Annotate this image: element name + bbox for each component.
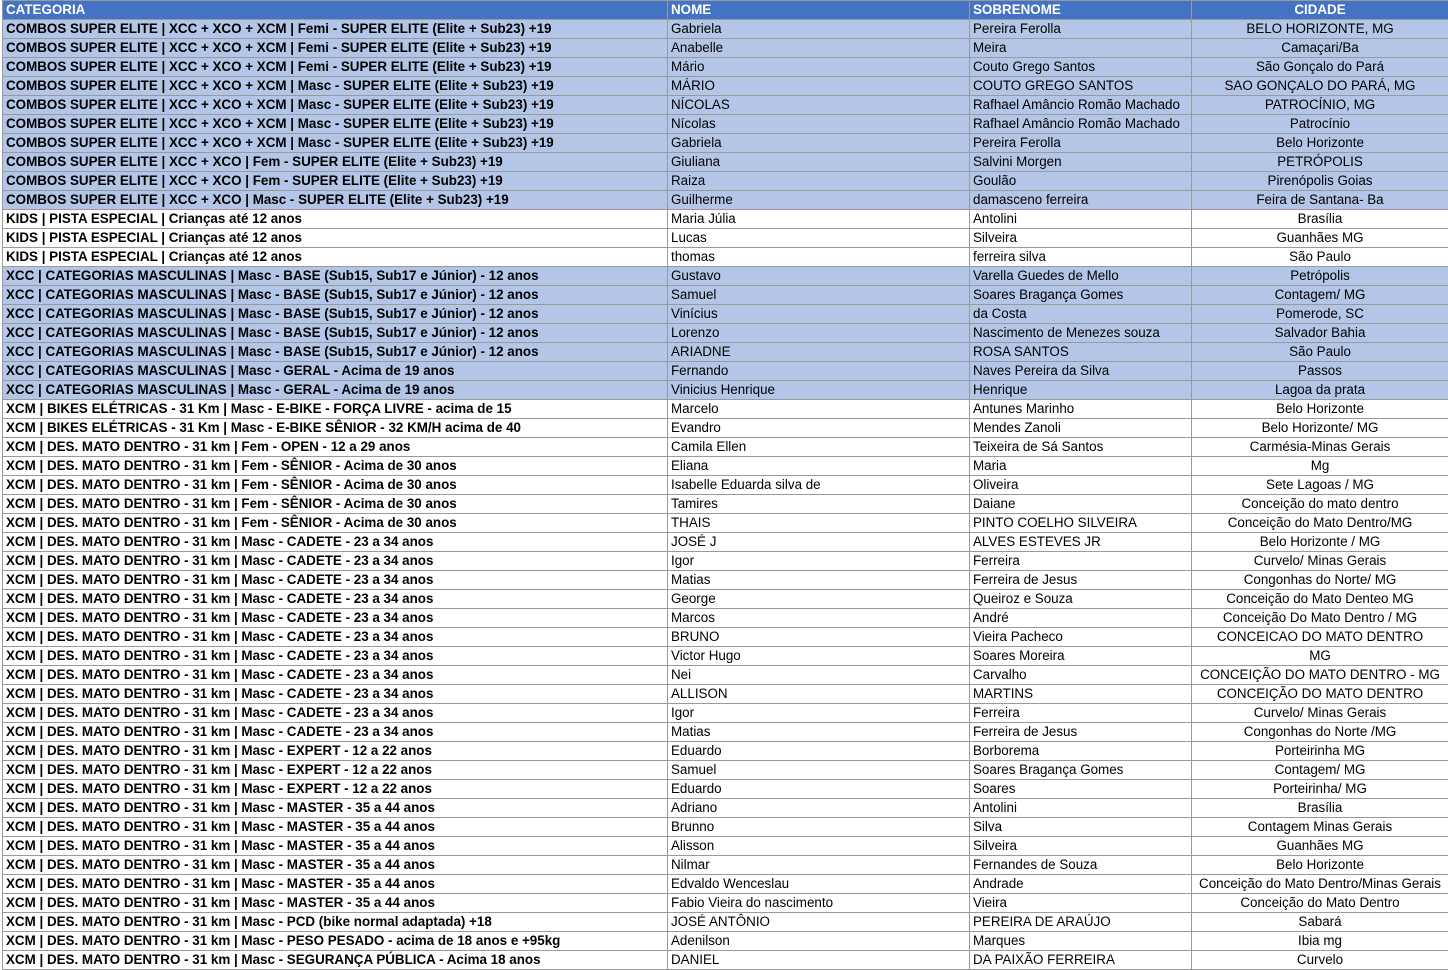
- cell-sobrenome[interactable]: ferreira silva: [970, 248, 1192, 267]
- cell-sobrenome[interactable]: André: [970, 609, 1192, 628]
- cell-categoria[interactable]: XCM | DES. MATO DENTRO - 31 km | Masc - SEGURANÇA PÚBLICA - Acima 18 anos: [3, 951, 668, 970]
- cell-categoria[interactable]: KIDS | PISTA ESPECIAL | Crianças até 12 anos: [3, 229, 668, 248]
- table-row: [3, 305, 1448, 324]
- cell-cidade[interactable]: Belo Horizonte / MG: [1192, 533, 1448, 552]
- cell-nome[interactable]: Adenilson: [668, 932, 970, 951]
- cell-categoria[interactable]: COMBOS SUPER ELITE | XCC + XCO + XCM | Femi - SUPER ELITE (Elite + Sub23) +19: [3, 20, 668, 39]
- table-row: [3, 153, 1448, 172]
- cell-nome[interactable]: NÍCOLAS: [668, 96, 970, 115]
- cell-categoria[interactable]: KIDS | PISTA ESPECIAL | Crianças até 12 anos: [3, 248, 668, 267]
- cell-nome[interactable]: Giuliana: [668, 153, 970, 172]
- cell-nome[interactable]: Fabio Vieira do nascimento: [668, 894, 970, 913]
- cell-categoria[interactable]: COMBOS SUPER ELITE | XCC + XCO + XCM | Masc - SUPER ELITE (Elite + Sub23) +19: [3, 134, 668, 153]
- cell-cidade[interactable]: Guanhães MG: [1192, 229, 1448, 248]
- table-row: [3, 533, 1448, 552]
- cell-cidade[interactable]: Belo Horizonte/ MG: [1192, 419, 1448, 438]
- table-row: [3, 666, 1448, 685]
- table-row: [3, 248, 1448, 267]
- table-row: [3, 229, 1448, 248]
- cell-categoria[interactable]: XCC | CATEGORIAS MASCULINAS | Masc - BASE (Sub15, Sub17 e Júnior) - 12 anos: [3, 305, 668, 324]
- cell-cidade[interactable]: São Paulo: [1192, 343, 1448, 362]
- cell-cidade[interactable]: Curvelo: [1192, 951, 1448, 970]
- cell-sobrenome[interactable]: Pereira Ferolla: [970, 134, 1192, 153]
- table-row: [3, 191, 1448, 210]
- cell-sobrenome[interactable]: PINTO COELHO SILVEIRA: [970, 514, 1192, 533]
- cell-cidade[interactable]: SAO GONÇALO DO PARÁ, MG: [1192, 77, 1448, 96]
- table-row: [3, 837, 1448, 856]
- registrations-table: [2, 0, 1448, 970]
- table-row: [3, 590, 1448, 609]
- cell-sobrenome[interactable]: Antolini: [970, 799, 1192, 818]
- cell-cidade[interactable]: CONCEICAO DO MATO DENTRO: [1192, 628, 1448, 647]
- table-row: [3, 77, 1448, 96]
- table-row: [3, 894, 1448, 913]
- table-row: [3, 381, 1448, 400]
- cell-sobrenome[interactable]: Fernandes de Souza: [970, 856, 1192, 875]
- table-row: [3, 419, 1448, 438]
- cell-sobrenome[interactable]: PEREIRA DE ARAÚJO: [970, 913, 1192, 932]
- cell-cidade[interactable]: Salvador Bahia: [1192, 324, 1448, 343]
- cell-nome[interactable]: MÁRIO: [668, 77, 970, 96]
- table-row: [3, 723, 1448, 742]
- table-row: [3, 818, 1448, 837]
- cell-categoria[interactable]: XCM | DES. MATO DENTRO - 31 km | Fem - SÊNIOR - Acima de 30 anos: [3, 514, 668, 533]
- cell-cidade[interactable]: Contagem/ MG: [1192, 286, 1448, 305]
- cell-categoria[interactable]: XCM | BIKES ELÉTRICAS - 31 Km | Masc - E-BIKE SÊNIOR - 32 KM/H acima de 40: [3, 419, 668, 438]
- cell-categoria[interactable]: COMBOS SUPER ELITE | XCC + XCO | Masc - SUPER ELITE (Elite + Sub23) +19: [3, 191, 668, 210]
- cell-nome[interactable]: Samuel: [668, 761, 970, 780]
- cell-sobrenome[interactable]: Naves Pereira da Silva: [970, 362, 1192, 381]
- cell-categoria[interactable]: XCM | DES. MATO DENTRO - 31 km | Masc - EXPERT - 12 a 22 anos: [3, 761, 668, 780]
- cell-nome[interactable]: Nícolas: [668, 115, 970, 134]
- cell-cidade[interactable]: Guanhães MG: [1192, 837, 1448, 856]
- cell-cidade[interactable]: Conceição do Mato Dentro: [1192, 894, 1448, 913]
- cell-sobrenome[interactable]: DA PAIXÃO FERREIRA: [970, 951, 1192, 970]
- cell-categoria[interactable]: XCM | DES. MATO DENTRO - 31 km | Masc - PESO PESADO - acima de 18 anos e +95kg: [3, 932, 668, 951]
- cell-cidade[interactable]: Pomerode, SC: [1192, 305, 1448, 324]
- cell-categoria[interactable]: XCC | CATEGORIAS MASCULINAS | Masc - BASE (Sub15, Sub17 e Júnior) - 12 anos: [3, 267, 668, 286]
- cell-sobrenome[interactable]: Rafhael Amâncio Romão Machado: [970, 96, 1192, 115]
- cell-nome[interactable]: Evandro: [668, 419, 970, 438]
- cell-sobrenome[interactable]: Meira: [970, 39, 1192, 58]
- cell-cidade[interactable]: BELO HORIZONTE, MG: [1192, 20, 1448, 39]
- cell-cidade[interactable]: Brasília: [1192, 799, 1448, 818]
- table-row: [3, 324, 1448, 343]
- cell-categoria[interactable]: XCM | DES. MATO DENTRO - 31 km | Masc - MASTER - 35 a 44 anos: [3, 818, 668, 837]
- cell-categoria[interactable]: XCM | DES. MATO DENTRO - 31 km | Masc - CADETE - 23 a 34 anos: [3, 647, 668, 666]
- cell-categoria[interactable]: COMBOS SUPER ELITE | XCC + XCO + XCM | Femi - SUPER ELITE (Elite + Sub23) +19: [3, 58, 668, 77]
- cell-sobrenome[interactable]: Salvini Morgen: [970, 153, 1192, 172]
- cell-nome[interactable]: Victor Hugo: [668, 647, 970, 666]
- cell-sobrenome[interactable]: damasceno ferreira: [970, 191, 1192, 210]
- cell-sobrenome[interactable]: Soares Bragança Gomes: [970, 761, 1192, 780]
- cell-cidade[interactable]: Belo Horizonte: [1192, 856, 1448, 875]
- cell-nome[interactable]: Igor: [668, 552, 970, 571]
- cell-cidade[interactable]: Porteirinha/ MG: [1192, 780, 1448, 799]
- table-row: [3, 362, 1448, 381]
- cell-cidade[interactable]: Carmésia-Minas Gerais: [1192, 438, 1448, 457]
- cell-nome[interactable]: Anabelle: [668, 39, 970, 58]
- cell-sobrenome[interactable]: Mendes Zanoli: [970, 419, 1192, 438]
- cell-sobrenome[interactable]: Ferreira de Jesus: [970, 723, 1192, 742]
- cell-sobrenome[interactable]: Vieira: [970, 894, 1192, 913]
- cell-categoria[interactable]: XCM | DES. MATO DENTRO - 31 km | Masc - MASTER - 35 a 44 anos: [3, 837, 668, 856]
- cell-nome[interactable]: Nei: [668, 666, 970, 685]
- header-nome[interactable]: NOME: [668, 1, 970, 20]
- cell-categoria[interactable]: COMBOS SUPER ELITE | XCC + XCO | Fem - SUPER ELITE (Elite + Sub23) +19: [3, 153, 668, 172]
- cell-categoria[interactable]: XCC | CATEGORIAS MASCULINAS | Masc - GERAL - Acima de 19 anos: [3, 362, 668, 381]
- cell-sobrenome[interactable]: Antunes Marinho: [970, 400, 1192, 419]
- table-row: [3, 438, 1448, 457]
- cell-cidade[interactable]: Lagoa da prata: [1192, 381, 1448, 400]
- cell-cidade[interactable]: Belo Horizonte: [1192, 400, 1448, 419]
- cell-cidade[interactable]: Sete Lagoas / MG: [1192, 476, 1448, 495]
- cell-sobrenome[interactable]: Teixeira de Sá Santos: [970, 438, 1192, 457]
- header-categoria[interactable]: CATEGORIA: [3, 1, 668, 20]
- table-row: [3, 799, 1448, 818]
- cell-nome[interactable]: Vinicius Henrique: [668, 381, 970, 400]
- cell-sobrenome[interactable]: Oliveira: [970, 476, 1192, 495]
- table-row: [3, 856, 1448, 875]
- cell-cidade[interactable]: Congonhas do Norte/ MG: [1192, 571, 1448, 590]
- cell-nome[interactable]: Vinícius: [668, 305, 970, 324]
- cell-cidade[interactable]: CONCEIÇÃO DO MATO DENTRO - MG: [1192, 666, 1448, 685]
- cell-nome[interactable]: Edvaldo Wenceslau: [668, 875, 970, 894]
- cell-categoria[interactable]: COMBOS SUPER ELITE | XCC + XCO + XCM | Masc - SUPER ELITE (Elite + Sub23) +19: [3, 115, 668, 134]
- table-row: [3, 172, 1448, 191]
- cell-categoria[interactable]: COMBOS SUPER ELITE | XCC + XCO | Fem - SUPER ELITE (Elite + Sub23) +19: [3, 172, 668, 191]
- cell-sobrenome[interactable]: COUTO GREGO SANTOS: [970, 77, 1192, 96]
- cell-sobrenome[interactable]: Henrique: [970, 381, 1192, 400]
- table-row: [3, 267, 1448, 286]
- cell-cidade[interactable]: Mg: [1192, 457, 1448, 476]
- cell-sobrenome[interactable]: Varella Guedes de Mello: [970, 267, 1192, 286]
- cell-categoria[interactable]: COMBOS SUPER ELITE | XCC + XCO + XCM | Masc - SUPER ELITE (Elite + Sub23) +19: [3, 77, 668, 96]
- cell-sobrenome[interactable]: Carvalho: [970, 666, 1192, 685]
- cell-nome[interactable]: Mário: [668, 58, 970, 77]
- cell-sobrenome[interactable]: Couto Grego Santos: [970, 58, 1192, 77]
- cell-categoria[interactable]: XCM | DES. MATO DENTRO - 31 km | Masc - CADETE - 23 a 34 anos: [3, 609, 668, 628]
- table-row: [3, 39, 1448, 58]
- cell-categoria[interactable]: XCM | DES. MATO DENTRO - 31 km | Masc - CADETE - 23 a 34 anos: [3, 685, 668, 704]
- cell-cidade[interactable]: Belo Horizonte: [1192, 134, 1448, 153]
- cell-categoria[interactable]: XCC | CATEGORIAS MASCULINAS | Masc - GERAL - Acima de 19 anos: [3, 381, 668, 400]
- cell-cidade[interactable]: Conceição do Mato Dentro/MG: [1192, 514, 1448, 533]
- cell-nome[interactable]: Lucas: [668, 229, 970, 248]
- cell-cidade[interactable]: Sabará: [1192, 913, 1448, 932]
- cell-nome[interactable]: Guilherme: [668, 191, 970, 210]
- cell-cidade[interactable]: Conceição do mato dentro: [1192, 495, 1448, 514]
- cell-nome[interactable]: Marcelo: [668, 400, 970, 419]
- cell-cidade[interactable]: Conceição Do Mato Dentro / MG: [1192, 609, 1448, 628]
- cell-nome[interactable]: ALLISON: [668, 685, 970, 704]
- table-row: [3, 495, 1448, 514]
- cell-nome[interactable]: George: [668, 590, 970, 609]
- table-row: [3, 742, 1448, 761]
- cell-categoria[interactable]: XCM | DES. MATO DENTRO - 31 km | Fem - OPEN - 12 a 29 anos: [3, 438, 668, 457]
- cell-cidade[interactable]: Patrocínio: [1192, 115, 1448, 134]
- cell-cidade[interactable]: São Gonçalo do Pará: [1192, 58, 1448, 77]
- cell-categoria[interactable]: XCM | DES. MATO DENTRO - 31 km | Masc - CADETE - 23 a 34 anos: [3, 723, 668, 742]
- cell-nome[interactable]: BRUNO: [668, 628, 970, 647]
- cell-nome[interactable]: Gabriela: [668, 20, 970, 39]
- cell-nome[interactable]: Raiza: [668, 172, 970, 191]
- cell-sobrenome[interactable]: MARTINS: [970, 685, 1192, 704]
- cell-cidade[interactable]: Curvelo/ Minas Gerais: [1192, 704, 1448, 723]
- cell-categoria[interactable]: XCC | CATEGORIAS MASCULINAS | Masc - BASE (Sub15, Sub17 e Júnior) - 12 anos: [3, 343, 668, 362]
- cell-nome[interactable]: THAIS: [668, 514, 970, 533]
- cell-categoria[interactable]: XCC | CATEGORIAS MASCULINAS | Masc - BASE (Sub15, Sub17 e Júnior) - 12 anos: [3, 324, 668, 343]
- cell-cidade[interactable]: Contagem/ MG: [1192, 761, 1448, 780]
- cell-cidade[interactable]: MG: [1192, 647, 1448, 666]
- cell-nome[interactable]: Tamires: [668, 495, 970, 514]
- cell-nome[interactable]: thomas: [668, 248, 970, 267]
- cell-cidade[interactable]: Porteirinha MG: [1192, 742, 1448, 761]
- cell-nome[interactable]: Matias: [668, 571, 970, 590]
- cell-sobrenome[interactable]: ROSA SANTOS: [970, 343, 1192, 362]
- cell-categoria[interactable]: XCM | DES. MATO DENTRO - 31 km | Masc - MASTER - 35 a 44 anos: [3, 799, 668, 818]
- table-row: [3, 761, 1448, 780]
- cell-nome[interactable]: Marcos: [668, 609, 970, 628]
- cell-cidade[interactable]: CONCEIÇÃO DO MATO DENTRO: [1192, 685, 1448, 704]
- cell-nome[interactable]: Lorenzo: [668, 324, 970, 343]
- cell-sobrenome[interactable]: Ferreira de Jesus: [970, 571, 1192, 590]
- cell-nome[interactable]: Nilmar: [668, 856, 970, 875]
- cell-sobrenome[interactable]: Borborema: [970, 742, 1192, 761]
- cell-nome[interactable]: Igor: [668, 704, 970, 723]
- cell-cidade[interactable]: Conceição do Mato Denteo MG: [1192, 590, 1448, 609]
- cell-sobrenome[interactable]: Soares: [970, 780, 1192, 799]
- cell-nome[interactable]: JOSÉ ANTÔNIO: [668, 913, 970, 932]
- cell-categoria[interactable]: XCM | DES. MATO DENTRO - 31 km | Masc - CADETE - 23 a 34 anos: [3, 666, 668, 685]
- cell-sobrenome[interactable]: Marques: [970, 932, 1192, 951]
- cell-categoria[interactable]: XCM | DES. MATO DENTRO - 31 km | Masc - CADETE - 23 a 34 anos: [3, 533, 668, 552]
- table-row: [3, 286, 1448, 305]
- cell-categoria[interactable]: XCM | DES. MATO DENTRO - 31 km | Masc - CADETE - 23 a 34 anos: [3, 704, 668, 723]
- cell-nome[interactable]: Eduardo: [668, 780, 970, 799]
- cell-categoria[interactable]: COMBOS SUPER ELITE | XCC + XCO + XCM | Femi - SUPER ELITE (Elite + Sub23) +19: [3, 39, 668, 58]
- cell-cidade[interactable]: PETRÓPOLIS: [1192, 153, 1448, 172]
- table-row: [3, 704, 1448, 723]
- table-row: [3, 913, 1448, 932]
- cell-sobrenome[interactable]: Goulão: [970, 172, 1192, 191]
- cell-categoria[interactable]: XCM | DES. MATO DENTRO - 31 km | Masc - MASTER - 35 a 44 anos: [3, 856, 668, 875]
- cell-sobrenome[interactable]: Ferreira: [970, 552, 1192, 571]
- cell-cidade[interactable]: Brasília: [1192, 210, 1448, 229]
- cell-categoria[interactable]: XCM | DES. MATO DENTRO - 31 km | Masc - CADETE - 23 a 34 anos: [3, 571, 668, 590]
- table-row: [3, 685, 1448, 704]
- cell-sobrenome[interactable]: Daiane: [970, 495, 1192, 514]
- cell-nome[interactable]: Brunno: [668, 818, 970, 837]
- table-row: [3, 875, 1448, 894]
- table-row: [3, 571, 1448, 590]
- cell-cidade[interactable]: Curvelo/ Minas Gerais: [1192, 552, 1448, 571]
- table-row: [3, 932, 1448, 951]
- cell-categoria[interactable]: XCM | DES. MATO DENTRO - 31 km | Masc - CADETE - 23 a 34 anos: [3, 552, 668, 571]
- cell-sobrenome[interactable]: Rafhael Amâncio Romão Machado: [970, 115, 1192, 134]
- cell-sobrenome[interactable]: da Costa: [970, 305, 1192, 324]
- cell-nome[interactable]: Gabriela: [668, 134, 970, 153]
- table-row: [3, 343, 1448, 362]
- cell-sobrenome[interactable]: ALVES ESTEVES JR: [970, 533, 1192, 552]
- cell-nome[interactable]: JOSÉ J: [668, 533, 970, 552]
- table-row: [3, 134, 1448, 153]
- cell-sobrenome[interactable]: Pereira Ferolla: [970, 20, 1192, 39]
- cell-nome[interactable]: Eliana: [668, 457, 970, 476]
- table-body: [3, 20, 1448, 970]
- cell-categoria[interactable]: XCM | DES. MATO DENTRO - 31 km | Masc - MASTER - 35 a 44 anos: [3, 875, 668, 894]
- cell-cidade[interactable]: Conceição do Mato Dentro/Minas Gerais: [1192, 875, 1448, 894]
- table-row: [3, 780, 1448, 799]
- table-row: [3, 20, 1448, 39]
- table-row: [3, 210, 1448, 229]
- cell-categoria[interactable]: XCM | DES. MATO DENTRO - 31 km | Masc - CADETE - 23 a 34 anos: [3, 590, 668, 609]
- cell-nome[interactable]: Samuel: [668, 286, 970, 305]
- cell-sobrenome[interactable]: Andrade: [970, 875, 1192, 894]
- cell-sobrenome[interactable]: Silveira: [970, 837, 1192, 856]
- cell-sobrenome[interactable]: Maria: [970, 457, 1192, 476]
- cell-nome[interactable]: Matias: [668, 723, 970, 742]
- cell-nome[interactable]: DANIEL: [668, 951, 970, 970]
- header-row: [3, 1, 1448, 20]
- header-cidade[interactable]: CIDADE: [1192, 1, 1448, 20]
- table-row: [3, 514, 1448, 533]
- cell-nome[interactable]: Fernando: [668, 362, 970, 381]
- header-sobrenome[interactable]: SOBRENOME: [970, 1, 1192, 20]
- cell-nome[interactable]: Adriano: [668, 799, 970, 818]
- cell-categoria[interactable]: KIDS | PISTA ESPECIAL | Crianças até 12 anos: [3, 210, 668, 229]
- cell-sobrenome[interactable]: Silveira: [970, 229, 1192, 248]
- cell-categoria[interactable]: XCC | CATEGORIAS MASCULINAS | Masc - BASE (Sub15, Sub17 e Júnior) - 12 anos: [3, 286, 668, 305]
- table-row: [3, 96, 1448, 115]
- cell-categoria[interactable]: XCM | DES. MATO DENTRO - 31 km | Fem - SÊNIOR - Acima de 30 anos: [3, 495, 668, 514]
- table-row: [3, 647, 1448, 666]
- cell-sobrenome[interactable]: Soares Bragança Gomes: [970, 286, 1192, 305]
- cell-categoria[interactable]: XCM | DES. MATO DENTRO - 31 km | Fem - SÊNIOR - Acima de 30 anos: [3, 457, 668, 476]
- cell-cidade[interactable]: Passos: [1192, 362, 1448, 381]
- cell-cidade[interactable]: Feira de Santana- Ba: [1192, 191, 1448, 210]
- table-row: [3, 115, 1448, 134]
- cell-cidade[interactable]: Contagem Minas Gerais: [1192, 818, 1448, 837]
- cell-nome[interactable]: Alisson: [668, 837, 970, 856]
- table-row: [3, 552, 1448, 571]
- cell-categoria[interactable]: XCM | DES. MATO DENTRO - 31 km | Masc - MASTER - 35 a 44 anos: [3, 894, 668, 913]
- cell-cidade[interactable]: Ibia mg: [1192, 932, 1448, 951]
- cell-nome[interactable]: Isabelle Eduarda silva de: [668, 476, 970, 495]
- cell-cidade[interactable]: Petrópolis: [1192, 267, 1448, 286]
- table-row: [3, 476, 1448, 495]
- cell-cidade[interactable]: Pirenópolis Goias: [1192, 172, 1448, 191]
- cell-categoria[interactable]: XCM | DES. MATO DENTRO - 31 km | Masc - EXPERT - 12 a 22 anos: [3, 742, 668, 761]
- table-row: [3, 951, 1448, 970]
- cell-sobrenome[interactable]: Soares Moreira: [970, 647, 1192, 666]
- cell-nome[interactable]: Eduardo: [668, 742, 970, 761]
- table-row: [3, 457, 1448, 476]
- cell-sobrenome[interactable]: Nascimento de Menezes souza: [970, 324, 1192, 343]
- cell-nome[interactable]: Gustavo: [668, 267, 970, 286]
- cell-sobrenome[interactable]: Vieira Pacheco: [970, 628, 1192, 647]
- cell-categoria[interactable]: COMBOS SUPER ELITE | XCC + XCO + XCM | Masc - SUPER ELITE (Elite + Sub23) +19: [3, 96, 668, 115]
- cell-nome[interactable]: ARIADNE: [668, 343, 970, 362]
- table-row: [3, 628, 1448, 647]
- cell-nome[interactable]: Maria Júlia: [668, 210, 970, 229]
- cell-categoria[interactable]: XCM | DES. MATO DENTRO - 31 km | Masc - EXPERT - 12 a 22 anos: [3, 780, 668, 799]
- table-row: [3, 58, 1448, 77]
- cell-cidade[interactable]: PATROCÍNIO, MG: [1192, 96, 1448, 115]
- cell-categoria[interactable]: XCM | DES. MATO DENTRO - 31 km | Masc - PCD (bike normal adaptada) +18: [3, 913, 668, 932]
- cell-nome[interactable]: Camila Ellen: [668, 438, 970, 457]
- cell-categoria[interactable]: XCM | DES. MATO DENTRO - 31 km | Masc - CADETE - 23 a 34 anos: [3, 628, 668, 647]
- cell-sobrenome[interactable]: Silva: [970, 818, 1192, 837]
- cell-categoria[interactable]: XCM | DES. MATO DENTRO - 31 km | Fem - SÊNIOR - Acima de 30 anos: [3, 476, 668, 495]
- cell-sobrenome[interactable]: Antolini: [970, 210, 1192, 229]
- cell-cidade[interactable]: Congonhas do Norte /MG: [1192, 723, 1448, 742]
- cell-categoria[interactable]: XCM | BIKES ELÉTRICAS - 31 Km | Masc - E-BIKE - FORÇA LIVRE - acima de 15: [3, 400, 668, 419]
- cell-sobrenome[interactable]: Ferreira: [970, 704, 1192, 723]
- cell-sobrenome[interactable]: Queiroz e Souza: [970, 590, 1192, 609]
- table-row: [3, 609, 1448, 628]
- cell-cidade[interactable]: São Paulo: [1192, 248, 1448, 267]
- table-row: [3, 400, 1448, 419]
- cell-cidade[interactable]: Camaçari/Ba: [1192, 39, 1448, 58]
